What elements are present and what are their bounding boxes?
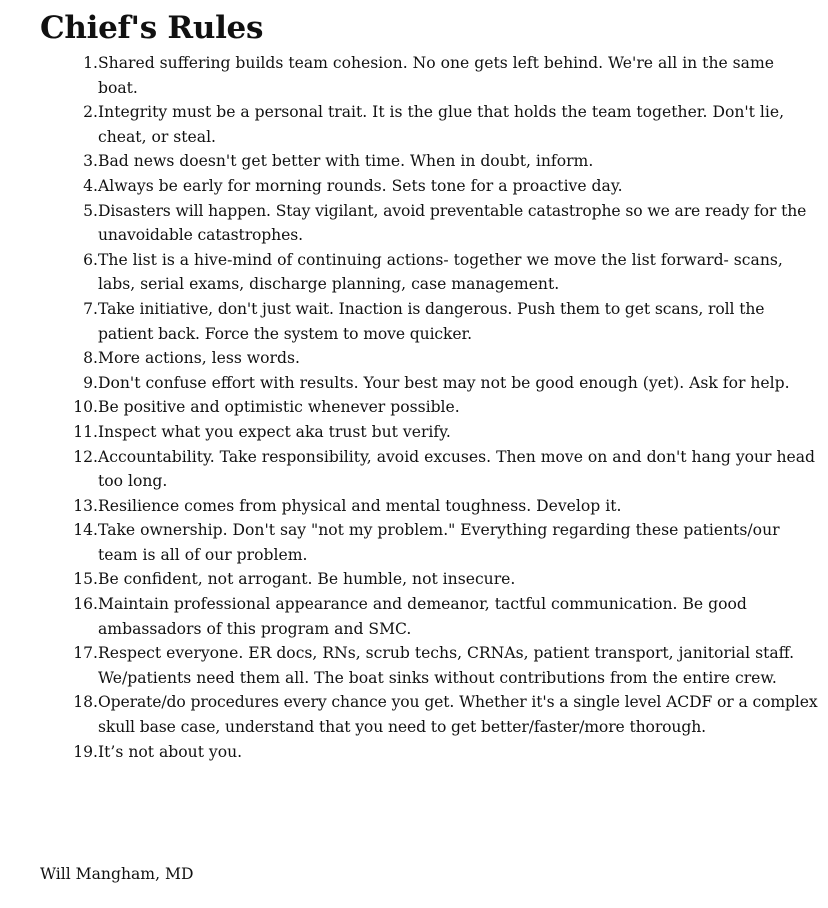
rule-number: 17.: [73, 644, 98, 663]
rule-text: Integrity must be a personal trait. It is the glue that holds the team together. Don't lie, cheat, or steal.: [98, 103, 785, 146]
rule-text: Maintain professional appearance and demeanor, tactful communication. Be good ambassadors of this program and SMC.: [98, 595, 747, 638]
rule-text: Accountability. Take responsibility, avoid excuses. Then move on and don't hang your head too long.: [98, 447, 816, 491]
rule-item-13: [48, 494, 818, 519]
rule-item-6: [48, 248, 818, 297]
rule-number: 7.: [83, 299, 98, 318]
rule-text: Don't confuse effort with results. Your best may not be good enough (yet). Ask for help.: [98, 373, 790, 392]
rule-number: 9.: [83, 373, 98, 392]
rule-text: Shared suffering builds team cohesion. No one gets left behind. We're all in the same boat.: [98, 54, 774, 97]
rule-number: 1.: [83, 54, 98, 72]
rule-item-9: [48, 371, 818, 396]
rule-text: Inspect what you expect aka trust but verify.: [98, 422, 451, 441]
rule-text: Take initiative, don't just wait. Inaction is dangerous. Push them to get scans, roll the patient back. Force the system to move quicker.: [98, 299, 765, 343]
rule-item-5: [48, 199, 818, 248]
rule-number: 6.: [83, 250, 98, 269]
rule-number: 2.: [83, 103, 98, 122]
rule-number: 19.: [73, 742, 98, 761]
rule-item-18: [48, 690, 818, 739]
rule-item-16: [48, 592, 818, 641]
page-title: Chief's Rules: [40, 10, 264, 46]
rule-number: 12.: [73, 447, 98, 466]
rule-number: 16.: [73, 595, 98, 614]
rule-text: The list is a hive-mind of continuing actions- together we move the list forward- scans, labs, serial exams, discharge planning, case management.: [98, 250, 783, 294]
rule-number: 15.: [73, 570, 98, 589]
rule-number: 8.: [83, 349, 98, 368]
rule-text: Bad news doesn't get better with time. When in doubt, inform.: [98, 152, 594, 171]
rule-text: It’s not about you.: [98, 742, 243, 761]
rule-item-17: [48, 641, 818, 690]
signature: Will Mangham, MD: [40, 865, 194, 883]
rule-text: Operate/do procedures every chance you get. Whether it's a single level ACDF or a complex skull base case, understand that you need to get better/faster/more thorough.: [98, 693, 818, 737]
rule-item-3: [48, 149, 818, 174]
rule-number: 10.: [73, 398, 98, 417]
rule-item-11: [48, 420, 818, 445]
rule-item-4: [48, 174, 818, 199]
rule-item-7: [48, 297, 818, 346]
rule-item-12: [48, 445, 818, 494]
rule-number: 4.: [83, 176, 98, 195]
rule-text: Be positive and optimistic whenever possible.: [98, 398, 460, 417]
rule-item-1: [48, 51, 818, 100]
rule-item-14: [48, 518, 818, 567]
rule-text: Disasters will happen. Stay vigilant, avoid preventable catastrophe so we are ready for the unavoidable catastrophes.: [98, 201, 807, 245]
rule-text: Resilience comes from physical and mental toughness. Develop it.: [98, 496, 622, 515]
rule-number: 11.: [73, 422, 98, 441]
rule-number: 14.: [73, 521, 98, 540]
rule-text: More actions, less words.: [98, 349, 300, 368]
rule-number: 3.: [83, 152, 98, 171]
rule-number: 18.: [73, 693, 98, 712]
rule-item-8: [48, 346, 818, 371]
rule-number: 13.: [73, 496, 98, 515]
rule-item-10: [48, 395, 818, 420]
rule-number: 5.: [83, 201, 98, 220]
rule-text: Respect everyone. ER docs, RNs, scrub techs, CRNAs, patient transport, janitorial staff. We/patients need them all. The boat sinks without contributions from the entire crew.: [98, 644, 795, 687]
rule-text: Take ownership. Don't say "not my problem." Everything regarding these patients/our team is all of our problem.: [98, 521, 780, 564]
rule-item-19: [48, 740, 818, 765]
rule-text: Always be early for morning rounds. Sets tone for a proactive day.: [98, 176, 623, 195]
rule-item-15: [48, 567, 818, 592]
rules-list: [48, 51, 818, 764]
rule-item-2: [48, 100, 818, 149]
rule-text: Be confident, not arrogant. Be humble, not insecure.: [98, 570, 516, 589]
